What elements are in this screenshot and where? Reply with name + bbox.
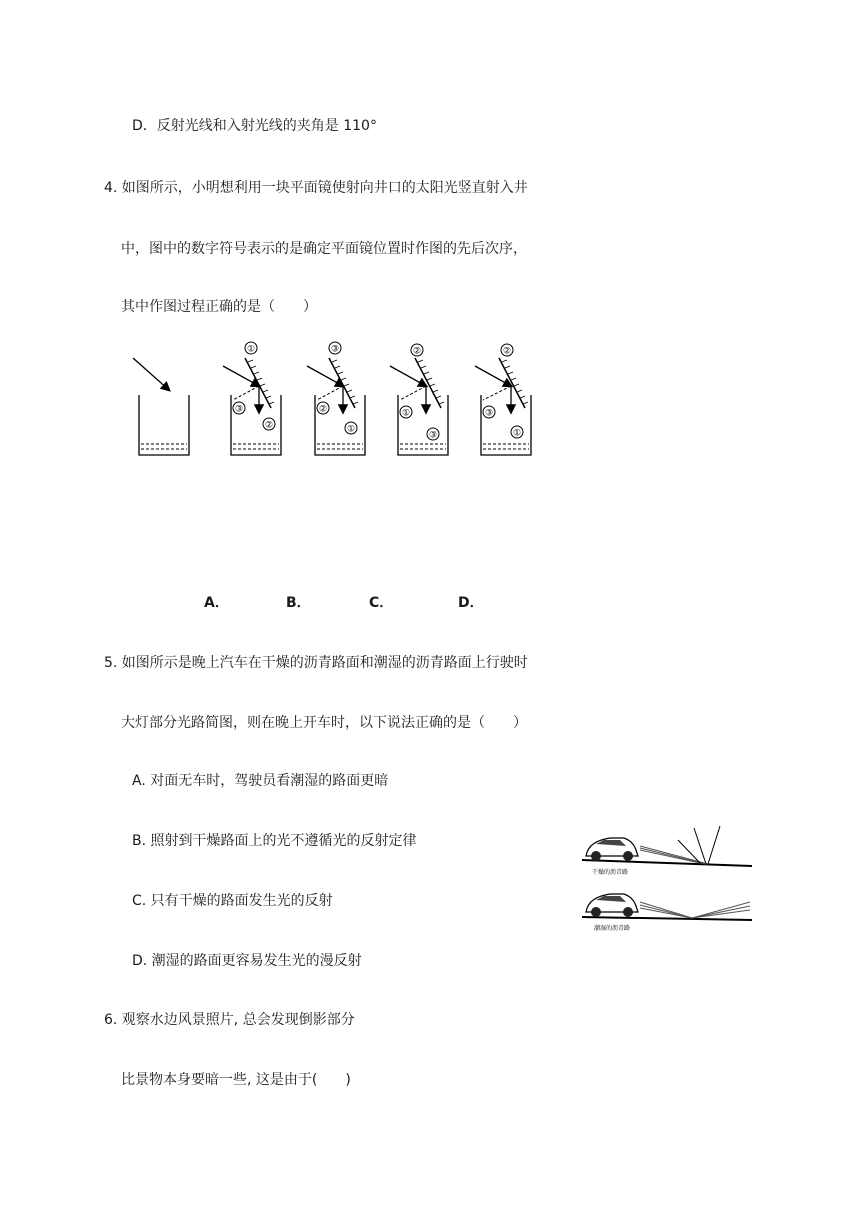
- q5-option-c[interactable]: C. 只有干燥的路面发生光的反射: [132, 893, 333, 909]
- q4-figure: [125, 340, 545, 470]
- q4-panel-1: [133, 358, 189, 455]
- q5-stem-line-1: 5. 如图所示是晚上汽车在干燥的沥青路面和潮湿的沥青路面上行驶时: [104, 655, 528, 671]
- q4-choice-d[interactable]: D．: [458, 595, 484, 611]
- q4-panel-2-label-3: ②: [264, 420, 274, 431]
- q4-panel-3-label-3: ①: [346, 424, 356, 435]
- q4-panel-2-label-2: ③: [234, 404, 244, 415]
- q4-stem-line-3: 其中作图过程正确的是（ ）: [121, 299, 317, 315]
- q6-stem-line-2: 比景物本身要暗一些, 这是由于( ): [121, 1072, 351, 1088]
- q4-panel-5-label-2: ③: [484, 408, 494, 419]
- q4-stem-line-1: 4. 如图所示，小明想利用一块平面镜使射向井口的太阳光竖直射入井: [104, 180, 528, 196]
- q4-stem-line-2: 中，图中的数字符号表示的是确定平面镜位置时作图的先后次序，: [121, 241, 527, 257]
- q6-stem-line-1: 6. 观察水边风景照片, 总会发现倒影部分: [104, 1012, 355, 1028]
- q4-choice-b[interactable]: B．: [286, 595, 311, 611]
- q4-panel-5-label-3: ①: [512, 428, 522, 439]
- q5-option-a[interactable]: A. 对面无车时，驾驶员看潮湿的路面更暗: [132, 773, 389, 789]
- dry-road-caption: 干燥的沥青路: [592, 869, 629, 876]
- wet-road-caption: 潮湿的沥青路: [594, 925, 631, 932]
- q5-figure: [580, 822, 755, 937]
- q5-option-b[interactable]: B. 照射到干燥路面上的光不遵循光的反射定律: [132, 833, 417, 849]
- q4-panel-4-label-3: ③: [428, 430, 438, 441]
- wet-road-diagram: [582, 894, 752, 932]
- q4-panel-3: [307, 342, 365, 455]
- q3-option-d: D．反射光线和入射光线的夹角是 110°: [132, 118, 377, 134]
- q4-panel-4: [390, 344, 448, 455]
- dry-road-diagram: [582, 826, 752, 876]
- q4-panel-4-label-1: ②: [412, 346, 422, 357]
- q4-choice-c[interactable]: C．: [369, 595, 394, 611]
- q5-option-d[interactable]: D. 潮湿的路面更容易发生光的漫反射: [132, 953, 362, 969]
- q5-stem-line-2: 大灯部分光路简图，则在晚上开车时，以下说法正确的是（ ）: [121, 715, 527, 731]
- q4-panel-2: [223, 342, 281, 455]
- q4-panel-3-label-2: ②: [318, 404, 328, 415]
- q4-choice-a[interactable]: A．: [204, 595, 229, 611]
- q4-panel-5-label-1: ②: [502, 346, 512, 357]
- q4-panel-4-label-2: ①: [401, 408, 411, 419]
- q4-panel-5: [475, 344, 531, 455]
- q4-panel-3-label-1: ③: [330, 344, 340, 355]
- q4-panel-2-label-1: ①: [246, 344, 256, 355]
